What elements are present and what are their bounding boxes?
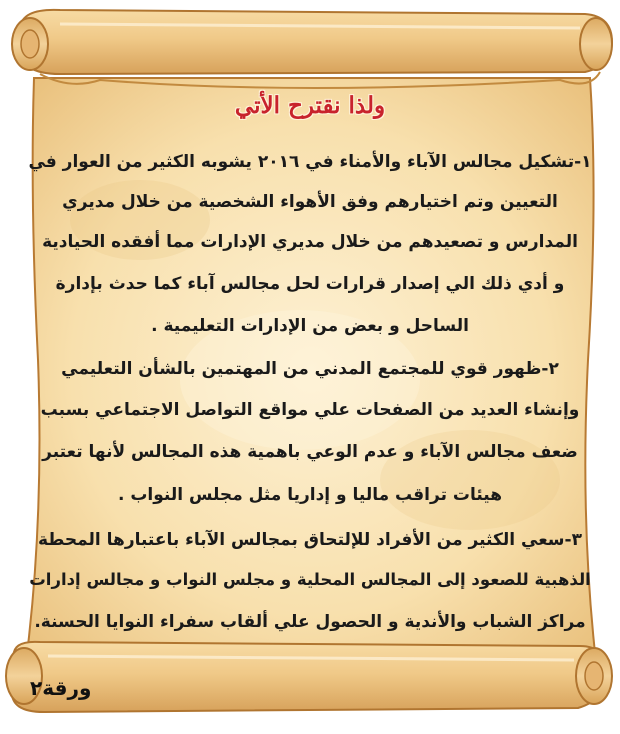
text-line-7: وإنشاء العديد من الصفحات علي مواقع التواصل الاجتماعي بسبب	[40, 400, 580, 420]
text-line-2: التعيين وتم اختيارهم وفق الأهواء الشخصية من خلال مديري	[62, 192, 558, 212]
text-line-3: المدارس و تصعيدهم من خلال مديري الإدارات مما أفقده الحيادية	[42, 232, 578, 252]
text-line-12: مراكز الشباب والأندية و الحصول علي ألقاب سفراء النوايا الحسنة.	[34, 612, 586, 632]
document-title: ولذا نقترح الأتي	[234, 92, 386, 119]
text-line-9: هيئات تراقب ماليا و إداريا مثل مجلس النواب .	[117, 485, 503, 505]
text-line-5: الساحل و بعض من الإدارات التعليمية .	[151, 316, 469, 336]
page-label: ورقة٢	[30, 676, 92, 700]
text-line-1: ١-تشكيل مجالس الآباء والأمناء في ٢٠١٦ يشوبه الكثير من العوار في	[28, 152, 592, 172]
text-line-11: الذهبية للصعود إلى المجالس المحلية و مجلس النواب و مجالس إدارات	[29, 570, 591, 589]
text-line-8: ضعف مجالس الآباء و عدم الوعي باهمية هذه المجالس لأنها تعتبر	[42, 442, 578, 462]
text-line-6: ٢-ظهور قوي للمجتمع المدني من المهتمين بالشأن التعليمي	[61, 359, 559, 379]
text-line-4: و أدي ذلك الي إصدار قرارات لحل مجالس آباء كما حدث بإدارة	[55, 274, 565, 294]
text-line-10: ٣-سعي الكثير من الأفراد للإلتحاق بمجالس الآباء باعتبارها المحطة	[38, 530, 582, 550]
